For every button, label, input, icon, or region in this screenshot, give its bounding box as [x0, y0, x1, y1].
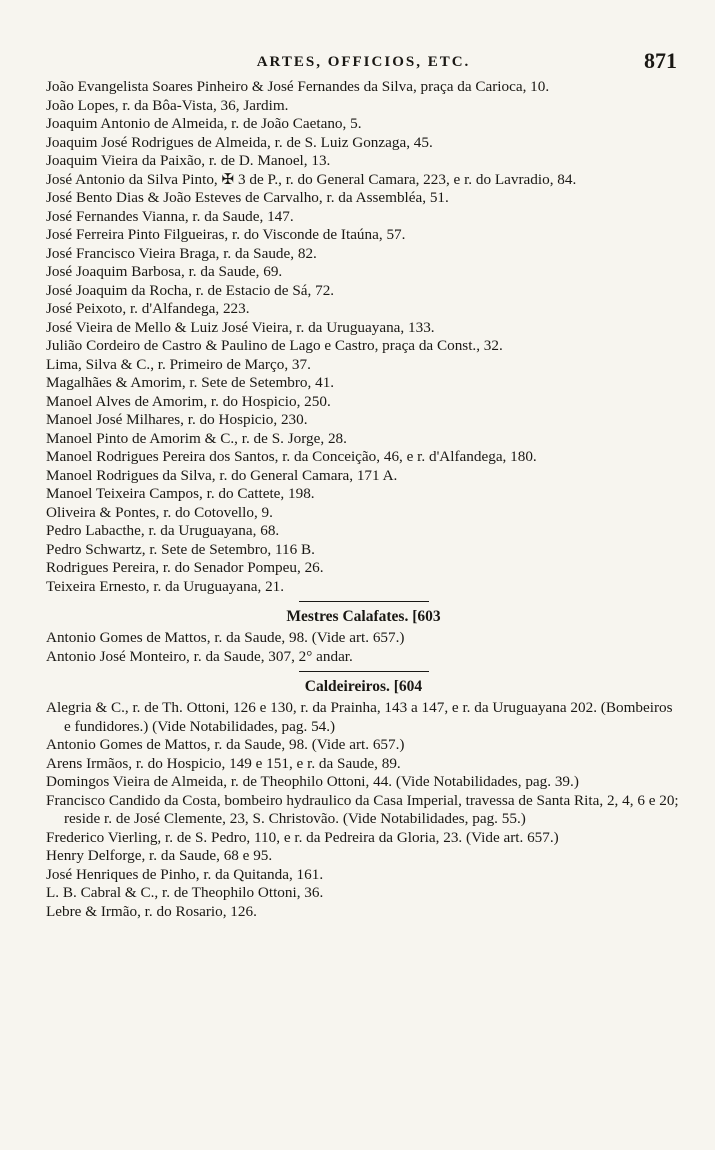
directory-entry: Manoel Rodrigues da Silva, r. do General Camara, 171 A. [46, 466, 398, 484]
entry-list [46, 699, 681, 921]
directory-entry: Lima, Silva & C., r. Primeiro de Março, 37. [46, 355, 311, 373]
directory-entry: Pedro Labacthe, r. da Uruguayana, 68. [46, 522, 280, 539]
section-calafates [46, 607, 681, 666]
section-divider [299, 601, 429, 602]
section-heading: Caldeireiros. [604 [304, 678, 423, 695]
directory-entry: Frederico Vierling, r. de S. Pedro, 110, e r. da Pedreira da Gloria, 23. (Vide art. 657.) [46, 828, 559, 846]
directory-entry: L. B. Cabral & C., r. de Theophilo Ottoni, 36. [46, 884, 324, 901]
directory-entry: Lebre & Irmão, r. do Rosario, 126. [46, 902, 257, 920]
directory-entry: Manoel Rodrigues Pereira dos Santos, r. da Conceição, 46, e r. d'Alfandega, 180. [46, 448, 537, 465]
directory-entry: Julião Cordeiro de Castro & Paulino de Lago e Castro, praça da Const., 32. [46, 337, 503, 354]
directory-entry: Antonio Gomes de Mattos, r. da Saude, 98. (Vide art. 657.) [46, 629, 405, 646]
directory-entry: Teixeira Ernesto, r. da Uruguayana, 21. [46, 577, 285, 595]
directory-entry: José Joaquim Barbosa, r. da Saude, 69. [46, 263, 283, 280]
section-heading: Mestres Calafates. [603 [286, 608, 441, 625]
directory-entry: José Peixoto, r. d'Alfandega, 223. [46, 300, 250, 317]
directory-entry: Francisco Candido da Costa, bombeiro hydraulico da Casa Imperial, travessa de Santa Rita, 2, 4, 6 e 20; reside r. de José Clemente, 23, S. Christovão. (Vide Notabilidades, pag. 55.) [46, 791, 683, 827]
directory-entry: Pedro Schwartz, r. Sete de Setembro, 116 B. [46, 540, 315, 558]
directory-entry: Domingos Vieira de Almeida, r. de Theophilo Ottoni, 44. (Vide Notabilidades, pag. 39.) [46, 773, 579, 790]
directory-entry: José Henriques de Pinho, r. da Quitanda, 161. [46, 865, 324, 883]
directory-entry: Antonio Gomes de Mattos, r. da Saude, 98. (Vide art. 657.) [46, 736, 405, 753]
directory-entry: Joaquim Vieira da Paixão, r. de D. Manoel, 13. [46, 152, 331, 169]
directory-entry: Manoel Teixeira Campos, r. do Cattete, 198. [46, 485, 315, 502]
directory-entry: Arens Irmãos, r. do Hospicio, 149 e 151, e r. da Saude, 89. [46, 754, 401, 772]
directory-entry: Magalhães & Amorim, r. Sete de Setembro, 41. [46, 374, 335, 391]
running-title: ARTES, OFFICIOS, ETC. [256, 54, 471, 70]
directory-entry: Rodrigues Pereira, r. do Senador Pompeu, 26. [46, 559, 324, 576]
section-divider [299, 671, 429, 672]
directory-entry: Joaquim José Rodrigues de Almeida, r. de S. Luiz Gonzaga, 45. [46, 133, 433, 151]
entry-list [46, 629, 681, 666]
directory-entry: José Fernandes Vianna, r. da Saude, 147. [46, 207, 294, 225]
directory-entry: José Joaquim da Rocha, r. de Estacio de Sá, 72. [46, 281, 335, 299]
directory-entry: José Bento Dias & João Esteves de Carvalho, r. da Assembléa, 51. [46, 189, 449, 206]
directory-entry: José Francisco Vieira Braga, r. da Saude, 82. [46, 244, 317, 262]
directory-entry: Manoel Alves de Amorim, r. do Hospicio, 250. [46, 392, 331, 410]
directory-entry: José Antonio da Silva Pinto, ✠ 3 de P., r. do General Camara, 223, e r. do Lavradio, 84. [46, 170, 577, 188]
directory-entry: José Vieira de Mello & Luiz José Vieira, r. da Uruguayana, 133. [46, 318, 435, 336]
directory-entry: José Ferreira Pinto Filgueiras, r. do Visconde de Itaúna, 57. [46, 226, 406, 243]
directory-entry: Manoel José Milhares, r. do Hospicio, 230. [46, 411, 308, 428]
directory-entry: Joaquim Antonio de Almeida, r. de João Caetano, 5. [46, 115, 362, 132]
entry-list [46, 78, 681, 596]
directory-entry: Alegria & C., r. de Th. Ottoni, 126 e 130, r. da Prainha, 143 a 147, e r. da Uruguayana 202. (Bombeiros e fundidores.) (Vide Notabilidades, pag. 54.) [46, 699, 677, 735]
directory-entry: Oliveira & Pontes, r. do Cotovello, 9. [46, 503, 273, 521]
directory-entry: Henry Delforge, r. da Saude, 68 e 95. [46, 847, 273, 864]
directory-entry: João Lopes, r. da Bôa-Vista, 36, Jardim. [46, 96, 289, 114]
directory-entry: Antonio José Monteiro, r. da Saude, 307, 2° andar. [46, 647, 353, 665]
page-header [46, 48, 681, 78]
directory-entry: João Evangelista Soares Pinheiro & José Fernandes da Silva, praça da Carioca, 10. [46, 78, 550, 95]
page-number: 871 [644, 48, 677, 73]
section-caldeireiros [46, 677, 681, 921]
directory-entry: Manoel Pinto de Amorim & C., r. de S. Jorge, 28. [46, 429, 347, 447]
